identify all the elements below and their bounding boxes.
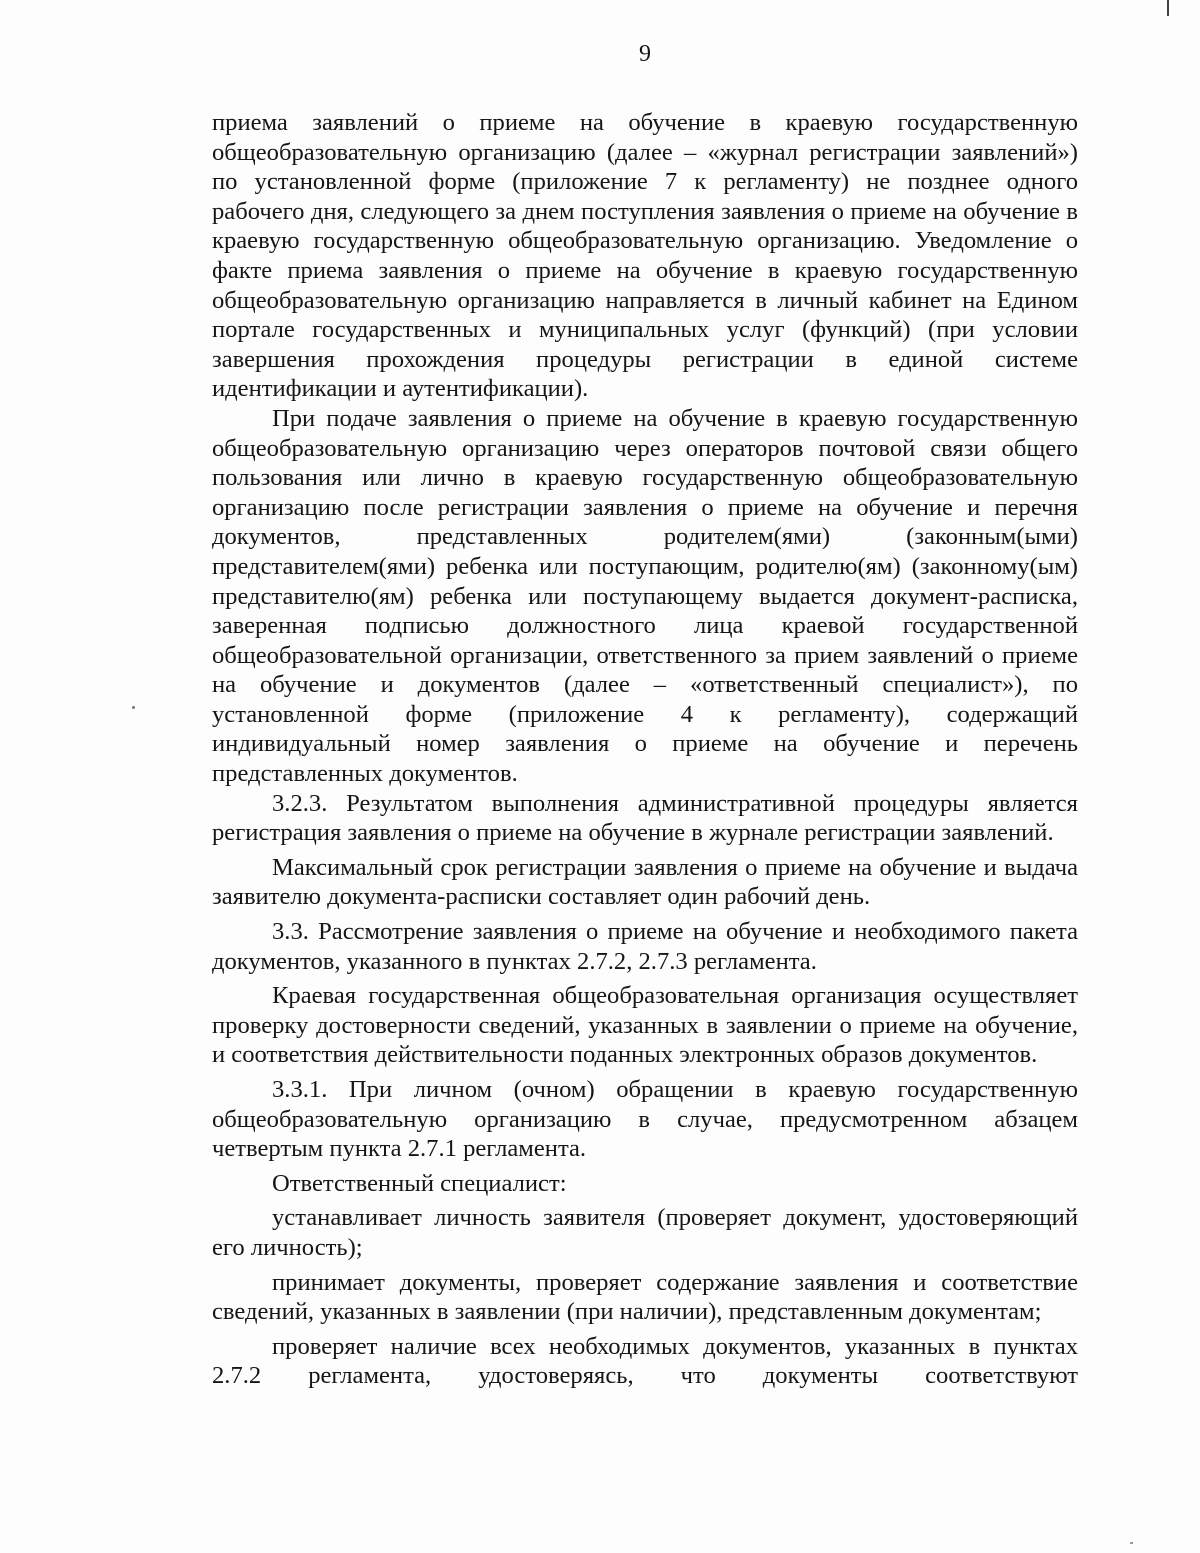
paragraph: 3.2.3. Результатом выполнения административной процедуры является регистрация заявления о приеме на обучение в журнале регистрации заявлений. [212, 789, 1078, 847]
scan-edge-mark [1167, 0, 1169, 16]
scan-speck [132, 706, 135, 709]
paragraph: 3.3. Рассмотрение заявления о приеме на обучение и необходимого пакета документов, указанного в пунктах 2.7.2, 2.7.3 регламента. [212, 918, 1078, 975]
paragraph: Краевая государственная общеобразовательная организация осуществляет проверку достоверности сведений, указанных в заявлении о приеме на обучение, и соответствия действительности поданных электронных образов документов. [212, 982, 1078, 1069]
paragraph: При подаче заявления о приеме на обучение в краевую государственную общеобразовательную организацию через операторов почтовой связи общего пользования или лично в краевую государственную общеобразовательную организацию после регистрации заявления о приеме на обучение и перечня документов, представленных родителем(ями) (законным(ыми) представителем(ями) ребенка или поступающим, родителю(ям) (законному(ым) представителю(ям) ребенка или поступающему выдается документ-расписка, заверенная подписью должностного лица краевой государственной общеобразовательной организации, ответственного за прием заявлений о приеме на обучение и документов (далее – «ответственный специалист»), по установленной форме (приложение 4 к регламенту), содержащий индивидуальный номер заявления о приеме на обучение и перечень представленных документов. [212, 404, 1078, 788]
page-number: 9 [639, 41, 651, 67]
paragraph: Ответственный специалист: [272, 1169, 567, 1197]
paragraph: устанавливает личность заявителя (проверяет документ, удостоверяющий его личность); [212, 1204, 1078, 1261]
document-body [212, 108, 1078, 1391]
paragraph: 3.3.1. При личном (очном) обращении в краевую государственную общеобразовательную организацию в случае, предусмотренном абзацем четвертым пункта 2.7.1 регламента. [212, 1076, 1078, 1163]
paragraph: принимает документы, проверяет содержание заявления и соответствие сведений, указанных в заявлении (при наличии), представленным документам; [212, 1268, 1078, 1326]
scan-speck [1130, 1542, 1133, 1544]
paragraph: проверяет наличие всех необходимых документов, указанных в пунктах 2.7.2 регламента, удостоверяясь, что документы соответствуют [212, 1332, 1078, 1390]
paragraph: приема заявлений о приеме на обучение в краевую государственную общеобразовательную организацию (далее – «журнал регистрации заявлений») по установленной форме (приложение 7 к регламенту) не позднее одного рабочего дня, следующего за днем поступления заявления о приеме на обучение в краевую государственную общеобразовательную организацию. Уведомление о факте приема заявления о приеме на обучение в краевую государственную общеобразовательную организацию направляется в личный кабинет на Едином портале государственных и муниципальных услуг (функций) (при условии завершения прохождения процедуры регистрации в единой системе идентификации и аутентификации). [212, 109, 1078, 403]
paragraph: Максимальный срок регистрации заявления о приеме на обучение и выдача заявителю документа-расписки составляет один рабочий день. [212, 853, 1078, 911]
